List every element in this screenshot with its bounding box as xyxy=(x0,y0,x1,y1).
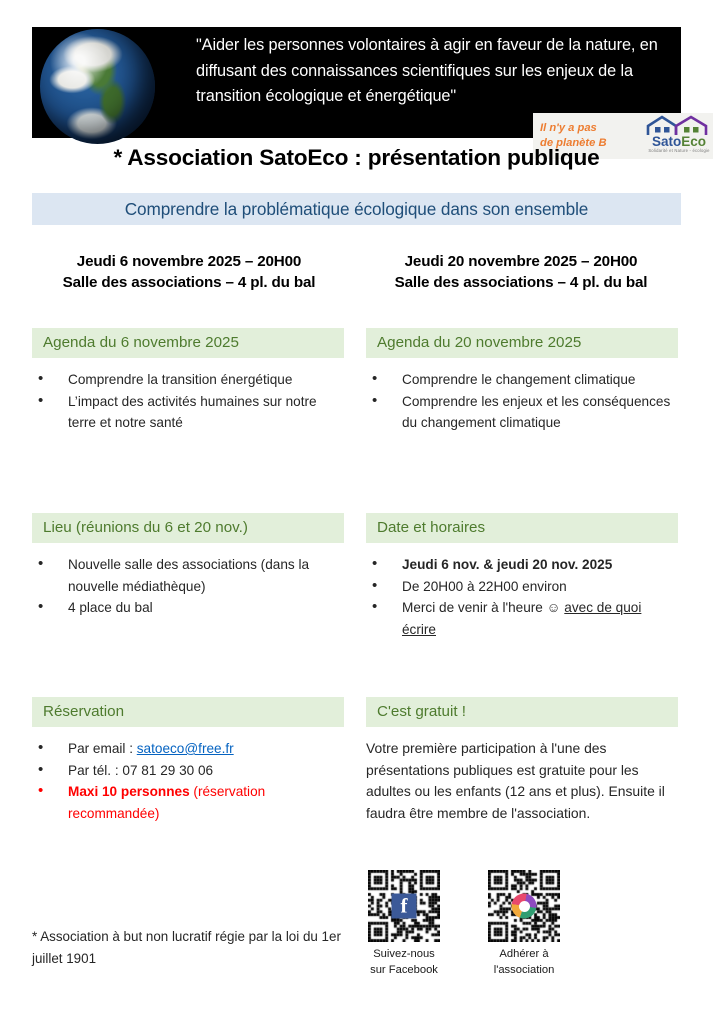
list-item: • Comprendre les enjeux et les conséquences du changement climatique xyxy=(366,391,678,434)
horaires-list xyxy=(366,554,678,640)
section-header-gratuit: C'est gratuit ! xyxy=(366,697,678,727)
header-banner xyxy=(32,27,710,153)
list-item: • Nouvelle salle des associations (dans la nouvelle médiathèque) xyxy=(32,554,344,597)
list-item xyxy=(366,597,678,640)
subtitle-banner xyxy=(32,193,681,225)
section-body-lieu xyxy=(32,543,344,619)
section-body-agenda-left xyxy=(32,358,344,434)
maxi-bold-text: Maxi 10 personnes xyxy=(68,784,190,799)
facebook-icon: f xyxy=(392,894,417,919)
section-gratuit xyxy=(366,697,678,824)
logo-slogan-line1: Il n'y a pas xyxy=(540,122,597,134)
agenda-right-list xyxy=(366,369,678,434)
list-item-maxi xyxy=(32,781,344,824)
qr-caption-facebook xyxy=(360,946,448,978)
list-item: • Comprendre la transition énergétique xyxy=(32,369,344,391)
qr-caption-fb-line1: Suivez-nous xyxy=(373,948,435,960)
date-left-line1: Jeudi 6 novembre 2025 – 20H00 xyxy=(76,253,302,270)
qr-item-facebook[interactable] xyxy=(360,870,448,978)
date-heading-right xyxy=(356,251,686,293)
section-agenda-left xyxy=(32,328,344,434)
section-body-reservation xyxy=(32,727,344,824)
list-item: • 4 place du bal xyxy=(32,597,344,619)
date-right-line1: Jeudi 20 novembre 2025 – 20H00 xyxy=(404,253,638,270)
qr-code-group xyxy=(360,870,590,978)
horaires-dates: Jeudi 6 nov. & jeudi 20 nov. 2025 xyxy=(402,557,613,572)
section-header-agenda-right: Agenda du 20 novembre 2025 xyxy=(366,328,678,358)
agenda-left-list xyxy=(32,369,344,434)
email-label: Par email : xyxy=(68,741,137,756)
section-body-horaires xyxy=(366,543,678,640)
maxi-rest-text: (réservation recommandée) xyxy=(68,784,266,821)
horaires-note-underlined: avec de quoi écrire xyxy=(402,600,642,637)
gratuit-paragraph: Votre première participation à l'une des présentations publiques est gratuite pour les adultes ou les enfants (12 ans et plus). Ensuite il faudra être membre de l'association. xyxy=(366,740,665,821)
logo-word-sato: Sato xyxy=(651,134,682,149)
list-item-phone: • Par tél. : 07 81 29 30 06 xyxy=(32,760,344,782)
page-title: * Association SatoEco : présentation publique xyxy=(113,145,600,170)
logo-word-eco: Eco xyxy=(681,134,707,149)
legal-footnote: * Association à but non lucratif régie par la loi du 1er juillet 1901 xyxy=(32,929,341,966)
lieu-list xyxy=(32,554,344,619)
section-body-agenda-right xyxy=(366,358,678,434)
logo-slogan-line2: de planète B xyxy=(540,137,607,149)
reservation-list xyxy=(32,738,344,824)
email-link[interactable]: satoeco@free.fr xyxy=(136,741,234,756)
list-item: • De 20H00 à 22H00 environ xyxy=(366,576,678,598)
logo-tagline: Solidarité et Nature - écologie xyxy=(648,148,710,153)
section-body-gratuit xyxy=(366,727,678,824)
facebook-qr-code[interactable] xyxy=(368,870,440,942)
section-horaires xyxy=(366,513,678,640)
qr-caption-association xyxy=(480,946,568,978)
list-item: • L’impact des activités humaines sur notre terre et notre santé xyxy=(32,391,344,434)
qr-caption-fb-line2: sur Facebook xyxy=(370,964,438,976)
helloasso-icon xyxy=(512,894,537,919)
section-lieu xyxy=(32,513,344,619)
section-header-agenda-left: Agenda du 6 novembre 2025 xyxy=(32,328,344,358)
horaires-note-prefix: Merci de venir à l'heure ☺ xyxy=(402,600,565,615)
date-right-line2: Salle des associations – 4 pl. du bal xyxy=(394,274,648,291)
list-item-email xyxy=(32,738,344,760)
section-reservation xyxy=(32,697,344,824)
subtitle-text: Comprendre la problématique écologique dans son ensemble xyxy=(124,198,589,219)
date-left-line2: Salle des associations – 4 pl. du bal xyxy=(62,274,316,291)
list-item: • Comprendre le changement climatique xyxy=(366,369,678,391)
earth-globe-image xyxy=(40,29,155,144)
date-heading-left xyxy=(24,251,354,293)
section-header-reservation: Réservation xyxy=(32,697,344,727)
qr-caption-assoc-line2: l'association xyxy=(493,964,555,976)
section-header-horaires: Date et horaires xyxy=(366,513,678,543)
qr-caption-assoc-line1: Adhérer à xyxy=(499,948,549,960)
section-agenda-right xyxy=(366,328,678,434)
helloasso-qr-code[interactable] xyxy=(488,870,560,942)
list-item xyxy=(366,554,678,576)
section-header-lieu: Lieu (réunions du 6 et 20 nov.) xyxy=(32,513,344,543)
qr-item-association[interactable] xyxy=(480,870,568,978)
mission-quote: "Aider les personnes volontaires à agir en faveur de la nature, en diffusant des connaissances scientifiques sur les enjeux de la transition écologique et énergétique" xyxy=(196,36,658,105)
